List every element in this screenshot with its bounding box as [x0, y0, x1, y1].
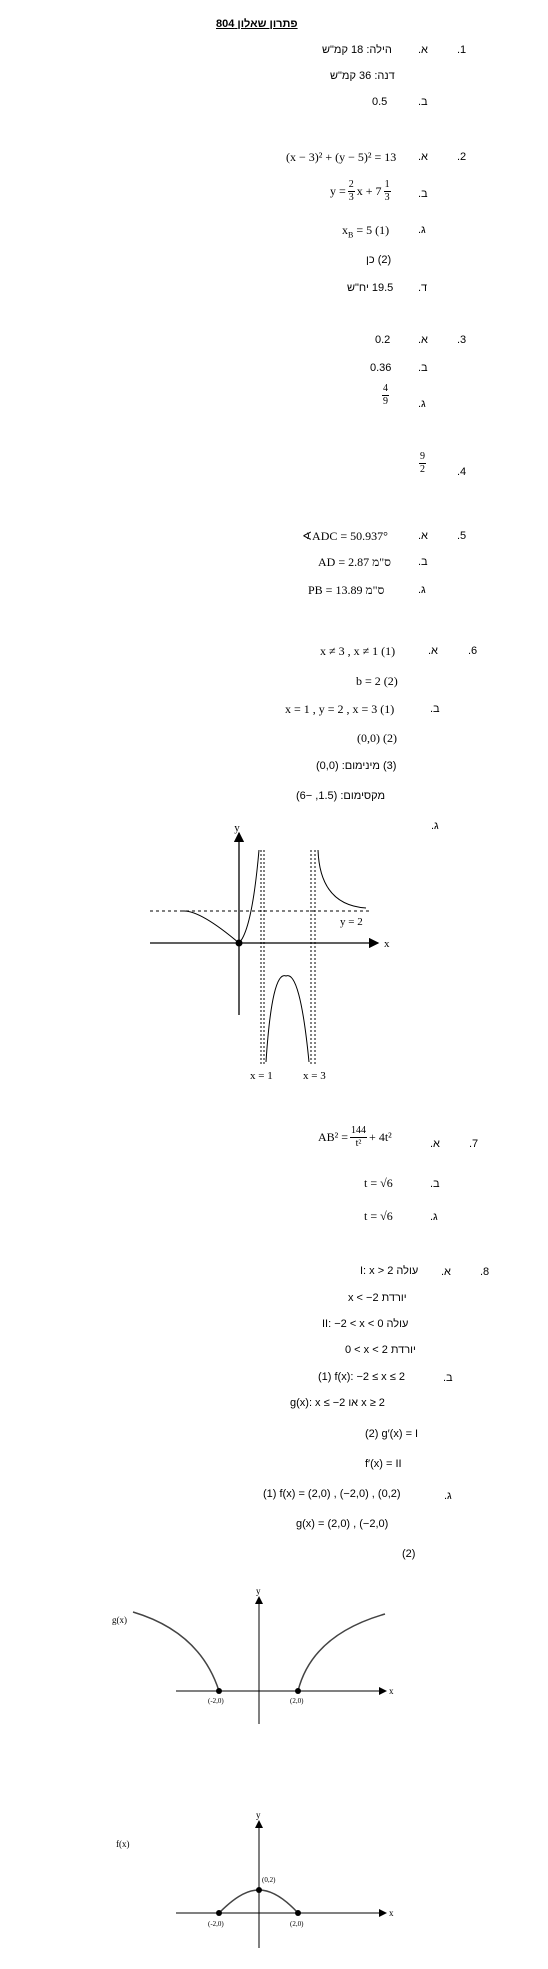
q6-asymptote-x3-label: x = 3: [303, 1070, 326, 1082]
q8-f-curve: [219, 1890, 298, 1913]
q8-f-func-label: f(x): [116, 1839, 130, 1849]
q1-b-label: ב.: [418, 96, 428, 108]
q8-f-x-label: x: [389, 1908, 394, 1918]
q8-b-2: g(x): x ≤ −2 או x ≥ 2: [290, 1397, 385, 1409]
q7-a-rest: + 4t²: [369, 1130, 392, 1144]
q3-a-label: א.: [418, 334, 428, 346]
q8-g-point-left: [216, 1688, 222, 1694]
q8-f-p1-label: (-2,0): [208, 1920, 224, 1928]
q6-origin-point: [236, 940, 243, 947]
q6-b-1: x = 1 , y = 2 , x = 3 (1): [285, 702, 395, 716]
q6-y-label: y: [234, 822, 240, 834]
q8-g-point-right: [295, 1688, 301, 1694]
q2-c-1: $x_B = 5$ (1): [342, 223, 390, 240]
q5-b-label: ב.: [418, 556, 428, 568]
q7-b-label: ב.: [430, 1178, 440, 1190]
q5-c-label: ג.: [418, 584, 426, 596]
q8-g-curve-left: [133, 1612, 219, 1691]
q6-curve-right: [318, 850, 366, 908]
q8-f-point-left: [216, 1910, 222, 1916]
q8-a-2: x < −2 יורדת: [348, 1292, 407, 1304]
q2-c-label: ג.: [418, 224, 426, 236]
q2-b-equation: [330, 180, 391, 203]
q1-a-label: א.: [418, 44, 428, 56]
q6-b-2: (0,0) (2): [357, 731, 397, 745]
q8-f-y-label: y: [256, 1810, 261, 1820]
q4-value: $\frac{9}{2}$: [420, 451, 425, 475]
q6-b-4: מקסימום: (1.5, −6): [296, 790, 386, 802]
q1-number: .1: [457, 44, 467, 56]
q8-g-p2-label: (2,0): [290, 1697, 304, 1705]
q7-a-fraction: $\frac{144}{\text{t²}}$: [351, 1125, 367, 1149]
q8-f-point-right: [295, 1910, 301, 1916]
q8-b-4: f′(x) = II: [365, 1458, 402, 1470]
q8-number: .8: [480, 1266, 490, 1278]
q5-a-value: ∢ADC = 50.937°: [302, 529, 388, 543]
q8-b-1: (1) f(x): −2 ≤ x ≤ 2: [318, 1371, 405, 1383]
q2-b-mid: x + 7: [356, 184, 382, 198]
q6-curve-middle-left: [239, 850, 259, 943]
q6-a-label: א.: [428, 645, 438, 657]
q8-a-label: א.: [441, 1266, 451, 1278]
q8-f-p2-label: (2,0): [290, 1920, 304, 1928]
q2-d-label: ד.: [418, 282, 428, 294]
q8-c-1: (1) f(x) = (2,0) , (−2,0) , (0,2): [263, 1488, 401, 1500]
q5-b-value: AD = ס"מ 2.87: [318, 555, 391, 569]
q8-b-3: (2) g′(x) = I: [365, 1428, 419, 1440]
q3-a-value: 0.2: [375, 334, 391, 346]
q8-c-2: g(x) = (2,0) , (−2,0): [296, 1518, 389, 1530]
q6-a-1: x ≠ 3 , x ≠ 1 (1): [320, 644, 396, 658]
q7-a-equation: [318, 1126, 392, 1149]
q2-d-value: 19.5 יח"ש: [347, 282, 394, 294]
q2-number: .2: [457, 151, 467, 163]
q2-b-label: ב.: [418, 188, 428, 200]
q2-a-value: (x − 3)² + (y − 5)² = 13: [286, 150, 397, 164]
q6-asymptote-y-label: y = 2: [340, 916, 363, 928]
q8-f-p3-label: (0,2): [262, 1876, 276, 1884]
q8-a-4: 0 < x < 2 יורדת: [345, 1344, 416, 1356]
q7-number: .7: [469, 1138, 479, 1150]
q2-b-fraction: $\frac{2}{3}$: [348, 179, 354, 203]
q6-x-label: x: [384, 938, 390, 950]
q3-b-label: ב.: [418, 362, 428, 374]
q7-b-value: t = √6: [364, 1176, 393, 1190]
q6-curve-middle: [266, 976, 309, 1062]
q7-a-lhs: AB² =: [318, 1130, 349, 1144]
q5-a-label: א.: [418, 530, 428, 542]
q1-a-dana: דנה: 36 קמ"ש: [330, 70, 395, 82]
q3-b-value: 0.36: [370, 362, 392, 374]
q8-b-label: ב.: [443, 1372, 453, 1384]
q3-number: .3: [457, 334, 467, 346]
q5-number: .5: [457, 530, 467, 542]
q8-g-func-label: g(x): [112, 1615, 127, 1625]
q6-b-label: ב.: [430, 703, 440, 715]
q6-b-3: (3) מינימום: (0,0): [316, 760, 397, 772]
q8-g-p1-label: (-2,0): [208, 1697, 224, 1705]
page-title: פתרון שאלון 804: [216, 18, 298, 30]
q1-a-hila: הילה: 18 קמ"ש: [322, 44, 392, 56]
q8-c-3: (2): [402, 1548, 416, 1560]
q7-c-label: ג.: [430, 1211, 438, 1223]
q8-g-x-label: x: [389, 1686, 394, 1696]
q3-c-label: ג.: [418, 398, 426, 410]
q6-number: .6: [468, 645, 478, 657]
q8-c-label: ג.: [444, 1490, 452, 1502]
q8-a-3: II: −2 < x < 0 עולה: [322, 1318, 409, 1330]
q6-a-2: b = 2 (2): [356, 674, 398, 688]
q8-f-point-top: [256, 1887, 262, 1893]
q8-g-y-label: y: [256, 1586, 261, 1596]
q2-a-label: א.: [418, 151, 428, 163]
q5-c-value: PB = ס"מ 13.89: [308, 583, 385, 597]
q6-c-label: ג.: [431, 820, 439, 832]
q6-asymptote-x1-label: x = 1: [250, 1070, 273, 1082]
q1-b-value: 0.5: [372, 96, 388, 108]
q4-number: .4: [457, 466, 467, 478]
q2-b-lhs: y =: [330, 184, 346, 198]
q2-c-2: (2) כן: [366, 254, 392, 266]
q3-c-value: $\frac{4}{9}$: [383, 383, 388, 407]
q7-a-label: א.: [430, 1138, 440, 1150]
q8-a-1: I: x > 2 עולה: [360, 1265, 419, 1277]
q6-curve-left: [183, 911, 239, 943]
q7-c-value: t = √6: [364, 1209, 393, 1223]
q2-b-fraction2: $\frac{1}{3}$: [384, 179, 390, 203]
q8-g-curve-right: [298, 1614, 385, 1691]
